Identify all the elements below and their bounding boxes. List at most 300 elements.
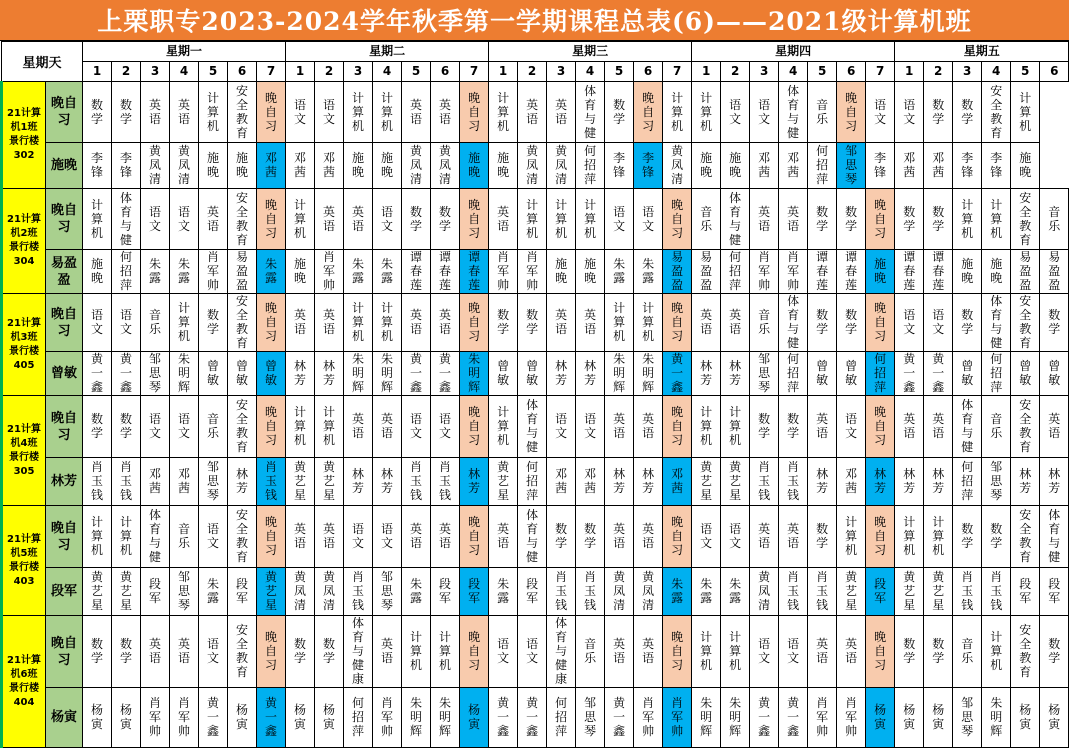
subject-cell-text: 数学: [91, 412, 104, 440]
subject-cell-text: 安全教育: [1019, 294, 1032, 350]
subject-cell-text: 英语: [352, 204, 365, 233]
teacher-cell: [315, 250, 344, 294]
subject-cell-text: 晚自习: [671, 630, 684, 672]
teacher-cell-text: 曾敏: [816, 359, 829, 387]
subject-cell-text: 语文: [294, 97, 307, 126]
teacher-cell-text: 邹思琴: [961, 696, 974, 738]
subject-cell-text: 计算机: [555, 197, 568, 240]
subject-cell-text: 晚自习: [671, 301, 684, 343]
subject-cell-text: 数学: [120, 637, 133, 665]
subject-cell-text: 数学: [294, 637, 307, 665]
subject-cell: [837, 294, 866, 352]
period-number: 5: [402, 62, 431, 82]
subject-cell: [663, 506, 692, 568]
subject-cell-text: 语文: [845, 412, 858, 440]
subject-cell-text: 英语: [1048, 412, 1061, 440]
period-number: 3: [750, 62, 779, 82]
subject-cell: [1011, 82, 1040, 143]
subject-cell: [1011, 396, 1040, 458]
teacher-cell-text: 朱露: [381, 257, 394, 285]
subject-cell-text: 体育与健: [526, 508, 539, 564]
teacher-cell-text: 黄凤清: [410, 144, 423, 186]
teacher-cell-text: 李锋: [613, 151, 626, 179]
subject-cell-text: 计算机: [990, 197, 1003, 240]
teacher-cell: [634, 458, 663, 506]
subject-cell-text: 英语: [758, 204, 771, 233]
teacher-cell-text: 黄凤清: [642, 570, 655, 612]
teacher-cell: [228, 688, 257, 748]
subject-cell-text: 语文: [207, 522, 220, 550]
subject-cell: [663, 189, 692, 250]
teacher-cell-text: 邓茜: [787, 151, 800, 179]
subject-cell: [257, 616, 286, 688]
subject-cell-text: 英语: [410, 97, 423, 126]
subject-cell-text: 英语: [323, 204, 336, 233]
teacher-cell: [460, 688, 489, 748]
teacher-cell-text: 朱露: [410, 577, 423, 605]
teacher-cell-text: 黄一鑫: [758, 696, 771, 738]
teacher-cell-text: 肖军帅: [845, 696, 858, 738]
teacher-cell: [953, 688, 982, 748]
subject-cell-text: 数学: [990, 522, 1003, 550]
teacher-cell-text: 朱露: [352, 257, 365, 285]
teacher-cell-text: 朱露: [497, 577, 510, 605]
teacher-cell-text: 邓茜: [149, 467, 162, 495]
teacher-cell-text: 邹思琴: [758, 352, 771, 394]
subject-cell-text: 体育与健: [1048, 508, 1061, 564]
teacher-cell: [692, 250, 721, 294]
subject-cell: [1040, 396, 1069, 458]
class-name: 21计算机6班: [7, 654, 41, 680]
teacher-cell: [692, 352, 721, 396]
subject-cell: [924, 506, 953, 568]
teacher-cell: [663, 568, 692, 616]
teacher-cell-text: 林芳: [903, 467, 916, 495]
teacher-cell-text: 黄艺星: [294, 460, 307, 502]
subject-cell: [721, 506, 750, 568]
subject-cell: [750, 82, 779, 143]
teacher-cell-text: 肖军帅: [758, 250, 771, 292]
subject-cell-text: 晚自习: [874, 630, 887, 672]
period-number: 3: [344, 62, 373, 82]
subject-cell-text: 计算机: [700, 405, 713, 447]
subject-cell-text: 语文: [439, 412, 452, 440]
subject-cell-text: 数学: [961, 308, 974, 336]
subject-cell-text: 语文: [410, 412, 423, 440]
teacher-cell: [402, 352, 431, 396]
subject-cell-text: 数学: [816, 308, 829, 336]
period-number: 2: [924, 62, 953, 82]
teacher-cell: [895, 568, 924, 616]
teacher-cell-text: 易盈盈: [700, 250, 713, 292]
teacher-cell-text: 林芳: [294, 359, 307, 387]
teacher-cell-text: 邹思琴: [178, 570, 191, 612]
subject-cell-text: 体育与健: [787, 294, 800, 350]
subject-cell-text: 数学: [410, 204, 423, 233]
teacher-cell: [924, 143, 953, 189]
evening-label-cell: 晚自习: [46, 506, 83, 568]
subject-cell-text: 英语: [816, 637, 829, 665]
period-number: 7: [257, 62, 286, 82]
teacher-cell: [344, 688, 373, 748]
teacher-cell-text: 黄一鑫: [932, 352, 945, 394]
teacher-cell: [228, 352, 257, 396]
day-header-3: 星期三: [489, 42, 692, 62]
subject-cell: [576, 396, 605, 458]
subject-cell-text: 计算机: [700, 90, 713, 133]
teacher-cell: [315, 143, 344, 189]
teacher-cell-text: 何招萍: [816, 144, 829, 186]
teacher-cell-text: 何招萍: [584, 144, 597, 186]
subject-cell: [547, 506, 576, 568]
teacher-cell: [83, 143, 112, 189]
subject-cell: [721, 396, 750, 458]
teacher-cell: [315, 568, 344, 616]
teacher-cell: [431, 143, 460, 189]
teacher-cell: [402, 250, 431, 294]
teacher-cell-text: 肖军帅: [671, 696, 684, 738]
subject-cell-text: 语文: [323, 97, 336, 126]
subject-cell: [750, 506, 779, 568]
subject-cell-text: 英语: [410, 308, 423, 336]
subject-cell: [576, 294, 605, 352]
teacher-cell: [924, 458, 953, 506]
teacher-cell: [460, 143, 489, 189]
subject-cell-text: 语文: [729, 97, 742, 126]
subject-cell-text: 计算机: [294, 197, 307, 240]
subject-cell: [460, 82, 489, 143]
teacher-cell: [924, 688, 953, 748]
teacher-cell: [1040, 688, 1069, 748]
teacher-cell-text: 肖军帅: [526, 250, 539, 292]
teacher-cell: [953, 250, 982, 294]
subject-cell-text: 音乐: [149, 308, 162, 336]
period-number: 6: [228, 62, 257, 82]
period-number: 5: [1011, 62, 1040, 82]
subject-cell-text: 安全教育: [236, 294, 249, 350]
teacher-cell: [808, 688, 837, 748]
subject-cell: [112, 294, 141, 352]
teacher-cell: [489, 458, 518, 506]
subject-cell-text: 晚自习: [468, 405, 481, 447]
subject-cell-text: 英语: [932, 412, 945, 440]
teacher-cell: [924, 568, 953, 616]
subject-cell: [692, 616, 721, 688]
teacher-cell-text: 李锋: [990, 151, 1003, 179]
subject-cell: [112, 506, 141, 568]
teacher-cell: [344, 143, 373, 189]
teacher-cell: [576, 250, 605, 294]
period-number: 6: [837, 62, 866, 82]
teacher-cell: [750, 143, 779, 189]
subject-cell-text: 英语: [381, 412, 394, 440]
teacher-cell-text: 段军: [236, 577, 249, 605]
teacher-cell: [199, 568, 228, 616]
teacher-cell-text: 邹思琴: [149, 352, 162, 394]
teacher-cell: [344, 568, 373, 616]
subject-cell-text: 安全教育: [236, 190, 249, 247]
teacher-cell-text: 朱露: [265, 257, 278, 285]
teacher-cell: [721, 250, 750, 294]
subject-cell: [779, 506, 808, 568]
teacher-cell: [199, 250, 228, 294]
subject-cell-text: 数学: [932, 204, 945, 233]
teacher-cell: [489, 352, 518, 396]
subject-cell: [576, 506, 605, 568]
subject-cell-text: 计算机: [671, 90, 684, 133]
subject-cell: [750, 396, 779, 458]
teacher-cell-text: 邓茜: [758, 151, 771, 179]
subject-cell: [808, 396, 837, 458]
teacher-cell: [634, 143, 663, 189]
subject-cell: [83, 294, 112, 352]
teacher-cell: [866, 688, 895, 748]
subject-cell-text: 数学: [91, 637, 104, 665]
subject-cell-text: 英语: [352, 412, 365, 440]
subject-cell-text: 语文: [149, 204, 162, 233]
subject-cell: [634, 189, 663, 250]
subject-cell-text: 计算机: [903, 515, 916, 557]
subject-cell: [286, 616, 315, 688]
teacher-cell-text: 林芳: [352, 467, 365, 495]
subject-cell: [431, 506, 460, 568]
teacher-cell: [982, 250, 1011, 294]
teacher-cell: [634, 688, 663, 748]
subject-cell: [344, 82, 373, 143]
teacher-cell-text: 黄凤清: [613, 570, 626, 612]
teacher-cell: [344, 458, 373, 506]
subject-cell-text: 音乐: [207, 412, 220, 440]
teacher-cell: [431, 250, 460, 294]
subject-cell: [170, 189, 199, 250]
class-name-cell: [2, 506, 46, 616]
period-number: 5: [199, 62, 228, 82]
subject-cell-text: 语文: [381, 204, 394, 233]
subject-cell: [982, 294, 1011, 352]
teacher-cell: [692, 143, 721, 189]
teacher-cell-text: 何招萍: [526, 460, 539, 502]
teacher-cell-text: 黄一鑫: [439, 352, 452, 394]
teacher-cell: [112, 352, 141, 396]
teacher-cell: [489, 250, 518, 294]
subject-cell-text: 语文: [584, 412, 597, 440]
subject-cell: [402, 506, 431, 568]
teacher-cell: [808, 143, 837, 189]
teacher-cell: [837, 458, 866, 506]
subject-cell-text: 英语: [381, 637, 394, 665]
subject-cell: [547, 396, 576, 458]
subject-cell-text: 计算机: [932, 515, 945, 557]
teacher-cell-text: 林芳: [932, 467, 945, 495]
teacher-cell-text: 杨寅: [1019, 703, 1032, 731]
teacher-cell: [953, 568, 982, 616]
subject-cell-text: 体育与健康: [555, 616, 568, 686]
subject-cell-text: 英语: [613, 637, 626, 665]
subject-cell: [721, 294, 750, 352]
teacher-cell: [199, 352, 228, 396]
teacher-cell: [1011, 568, 1040, 616]
subject-cell: [83, 616, 112, 688]
subject-cell: [953, 616, 982, 688]
subject-cell-text: 晚自习: [468, 515, 481, 557]
subject-cell: [373, 506, 402, 568]
teacher-cell: [170, 250, 199, 294]
subject-cell: [663, 82, 692, 143]
head-teacher-cell: 曾敏: [46, 352, 83, 396]
teacher-cell: [83, 688, 112, 748]
teacher-cell-text: 邓茜: [845, 467, 858, 495]
subject-cell: [402, 616, 431, 688]
subject-cell: [605, 82, 634, 143]
teacher-cell: [750, 250, 779, 294]
subject-cell: [1011, 506, 1040, 568]
teacher-cell: [373, 568, 402, 616]
teacher-cell: [1011, 458, 1040, 506]
teacher-cell: [112, 688, 141, 748]
teacher-cell: [257, 568, 286, 616]
teacher-cell: [141, 688, 170, 748]
subject-cell: [315, 506, 344, 568]
subject-cell: [634, 616, 663, 688]
subject-cell-text: 晚自习: [874, 405, 887, 447]
teacher-cell: [605, 458, 634, 506]
teacher-cell: [692, 458, 721, 506]
teacher-cell: [141, 568, 170, 616]
teacher-cell-text: 施晚: [352, 151, 365, 179]
subject-cell-text: 语文: [903, 308, 916, 336]
teacher-cell-text: 朱露: [729, 577, 742, 605]
teacher-cell: [141, 143, 170, 189]
teacher-cell: [547, 250, 576, 294]
subject-cell: [605, 506, 634, 568]
subject-cell: [953, 82, 982, 143]
teacher-cell-text: 杨寅: [323, 703, 336, 731]
period-number: 4: [982, 62, 1011, 82]
subject-cell-text: 语文: [526, 637, 539, 665]
teacher-cell: [431, 458, 460, 506]
teacher-cell: [83, 250, 112, 294]
subject-cell: [837, 82, 866, 143]
teacher-cell: [895, 458, 924, 506]
subject-cell: [402, 396, 431, 458]
period-number: 7: [460, 62, 489, 82]
teacher-cell-text: 朱明辉: [439, 696, 452, 738]
subject-cell-text: 数学: [845, 204, 858, 233]
teacher-cell-text: 林芳: [555, 359, 568, 387]
subject-cell: [286, 294, 315, 352]
subject-cell: [518, 396, 547, 458]
subject-cell: [750, 294, 779, 352]
subject-cell-text: 晚自习: [265, 515, 278, 557]
class-name-cell: [2, 616, 46, 748]
subject-cell-text: 数学: [816, 204, 829, 233]
teacher-cell-text: 朱明辉: [700, 696, 713, 738]
subject-cell: [286, 396, 315, 458]
subject-cell: [779, 616, 808, 688]
teacher-cell-text: 谭春莲: [468, 250, 481, 292]
subject-cell-text: 语文: [700, 522, 713, 550]
subject-cell: [460, 294, 489, 352]
teacher-cell: [953, 143, 982, 189]
subject-cell: [344, 616, 373, 688]
class-room: 景行楼304: [9, 242, 39, 267]
teacher-cell: [866, 143, 895, 189]
subject-cell-text: 英语: [758, 522, 771, 550]
teacher-cell: [1011, 688, 1040, 748]
subject-cell: [547, 82, 576, 143]
subject-cell-text: 英语: [729, 308, 742, 336]
head-teacher-cell: 杨寅: [46, 688, 83, 748]
subject-cell: [1040, 189, 1069, 250]
subject-cell: [344, 294, 373, 352]
subject-cell-text: 晚自习: [874, 197, 887, 240]
subject-cell-text: 数学: [584, 522, 597, 550]
teacher-cell-text: 谭春莲: [410, 250, 423, 292]
subject-cell: [866, 506, 895, 568]
teacher-cell-text: 施晚: [91, 257, 104, 285]
subject-cell: [402, 189, 431, 250]
teacher-cell: [779, 250, 808, 294]
teacher-cell: [837, 688, 866, 748]
teacher-cell: [721, 352, 750, 396]
teacher-cell: [605, 568, 634, 616]
subject-cell: [141, 396, 170, 458]
subject-cell-text: 数学: [961, 97, 974, 126]
teacher-cell: [547, 458, 576, 506]
teacher-cell-text: 何招萍: [555, 696, 568, 738]
teacher-cell-text: 黄艺星: [845, 570, 858, 612]
class-name: 21计算机1班: [7, 108, 41, 133]
period-number: 4: [170, 62, 199, 82]
subject-cell-text: 数学: [555, 522, 568, 550]
teacher-cell: [576, 568, 605, 616]
teacher-cell-text: 黄凤清: [439, 144, 452, 186]
teacher-cell: [112, 568, 141, 616]
subject-cell: [228, 189, 257, 250]
subject-cell: [953, 506, 982, 568]
subject-cell: [692, 506, 721, 568]
subject-cell: [489, 189, 518, 250]
subject-cell: [344, 506, 373, 568]
teacher-cell: [837, 352, 866, 396]
subject-cell-text: 体育与健: [729, 190, 742, 247]
period-number: 3: [141, 62, 170, 82]
teacher-cell-text: 李锋: [120, 151, 133, 179]
teacher-cell: [402, 458, 431, 506]
subject-cell: [779, 82, 808, 143]
subject-cell-text: 计算机: [178, 301, 191, 343]
day-header-5: 星期五: [895, 42, 1069, 62]
teacher-cell-text: 朱明辉: [381, 352, 394, 394]
subject-cell-text: 数学: [932, 97, 945, 126]
teacher-cell-text: 黄艺星: [497, 460, 510, 502]
subject-cell: [518, 616, 547, 688]
teacher-cell: [373, 458, 402, 506]
teacher-cell-text: 曾敏: [236, 359, 249, 387]
teacher-cell-text: 黄一鑫: [120, 352, 133, 394]
teacher-cell: [576, 458, 605, 506]
class-name: 21计算机3班: [7, 317, 41, 343]
teacher-cell-text: 杨寅: [120, 703, 133, 731]
subject-cell: [344, 189, 373, 250]
teacher-cell-text: 易盈盈: [671, 250, 684, 292]
subject-cell-text: 晚自习: [874, 301, 887, 343]
teacher-cell-text: 黄一鑫: [787, 696, 800, 738]
period-number: 6: [431, 62, 460, 82]
subject-cell: [663, 616, 692, 688]
teacher-cell: [315, 352, 344, 396]
subject-cell: [779, 189, 808, 250]
